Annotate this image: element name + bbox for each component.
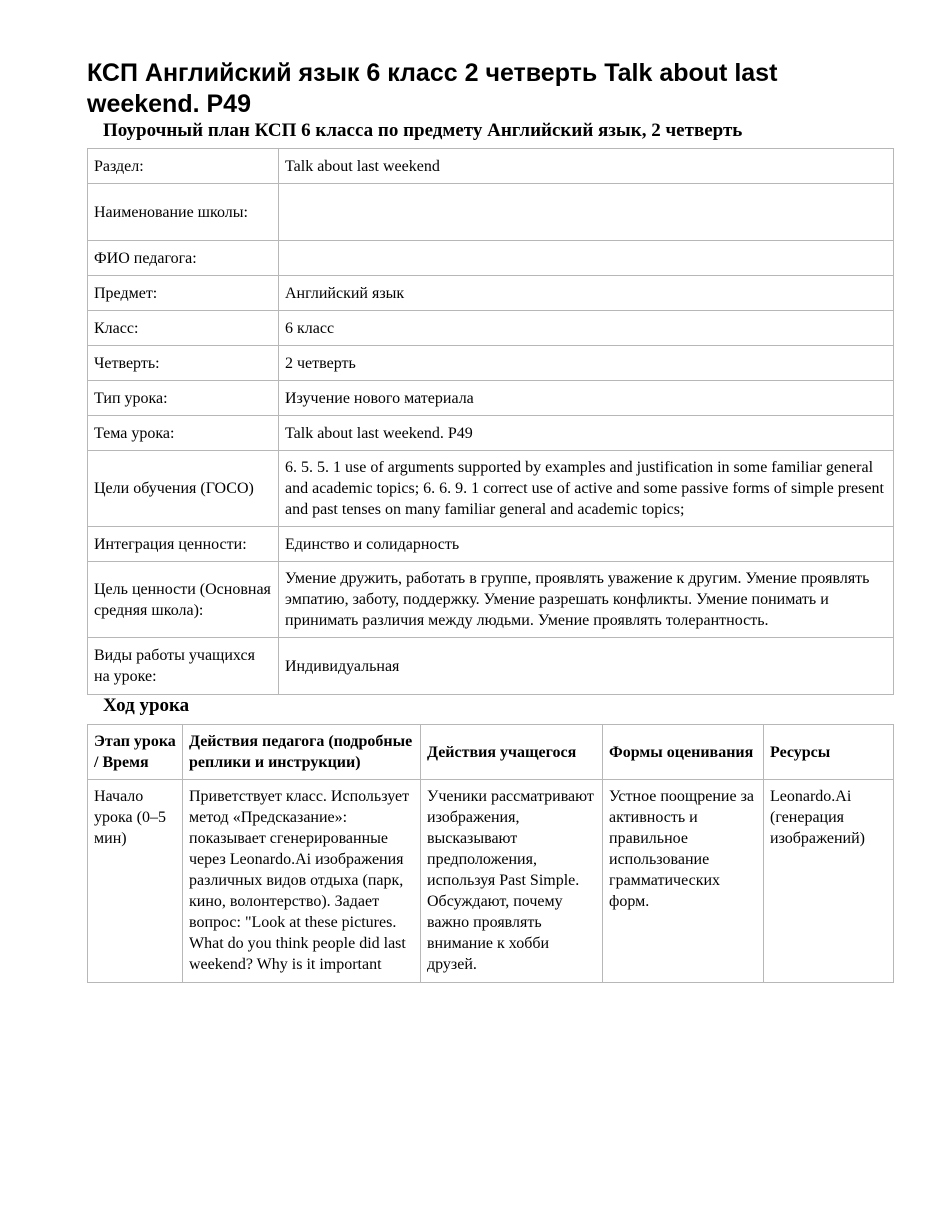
info-label-value-integration: Интеграция ценности: [88,527,279,562]
info-label-section: Раздел: [88,149,279,184]
column-header-assessment: Формы оценивания [603,725,764,780]
info-label-value-goal: Цель ценности (Основная средняя школа): [88,562,279,638]
info-value-quarter: 2 четверть [279,346,894,381]
table-row [88,416,894,451]
info-label-quarter: Четверть: [88,346,279,381]
table-row [88,241,894,276]
cell-resources: Leonardo.Ai (генерация изображений) [764,780,894,983]
table-row [88,562,894,638]
info-value-teacher [279,241,894,276]
table-row [88,381,894,416]
cell-student-actions: Ученики рассматривают изображения, высказывают предположения, используя Past Simple. Обсуждают, почему важно проявлять внимание к хобби друзей. [421,780,603,983]
table-header-row [88,725,894,780]
table-row [88,527,894,562]
info-value-subject: Английский язык [279,276,894,311]
info-value-section: Talk about last weekend [279,149,894,184]
document-page [87,58,893,983]
column-header-teacher-actions: Действия педагога (подробные реплики и инструкции) [183,725,421,780]
info-label-learning-goals: Цели обучения (ГОСО) [88,451,279,527]
table-row [88,184,894,241]
lesson-info-table [87,148,894,695]
info-label-subject: Предмет: [88,276,279,311]
table-row [88,276,894,311]
cell-teacher-actions: Приветствует класс. Использует метод «Предсказание»: показывает сгенерированные через Leonardo.Ai изображения различных видов отдыха (парк, кино, волонтерство). Задает вопрос: "Look at these pictures. What do you think people did last weekend? Why is it important [183,780,421,983]
info-label-work-types: Виды работы учащихся на уроке: [88,638,279,695]
table-row [88,638,894,695]
info-label-lesson-type: Тип урока: [88,381,279,416]
table-row [88,451,894,527]
cell-assessment: Устное поощрение за активность и правильное использование грамматических форм. [603,780,764,983]
table-row [88,149,894,184]
info-value-grade: 6 класс [279,311,894,346]
column-header-resources: Ресурсы [764,725,894,780]
plan-heading: Поурочный план КСП 6 класса по предмету Английский язык, 2 четверть [103,120,743,141]
info-value-value-goal: Умение дружить, работать в группе, проявлять уважение к другим. Умение проявлять эмпатию, заботу, поддержку. Умение разрешать конфликты. Умение понимать и принимать различия между людьми. Умение проявлять толерантность. [279,562,894,638]
document-title: КСП Английский язык 6 класс 2 четверть Talk about last weekend. P49 [87,59,778,118]
lesson-heading: Ход урока [103,695,190,716]
info-label-grade: Класс: [88,311,279,346]
table-row [88,346,894,381]
info-label-teacher: ФИО педагога: [88,241,279,276]
info-value-learning-goals: 6. 5. 5. 1 use of arguments supported by examples and justification in some familiar general and academic topics; 6. 6. 9. 1 correct use of active and some passive forms of simple present and past tenses on many familiar general and academic topics; [279,451,894,527]
lesson-flow-table [87,724,894,983]
cell-stage: Начало урока (0–5 мин) [88,780,183,983]
info-label-lesson-topic: Тема урока: [88,416,279,451]
column-header-stage: Этап урока / Время [88,725,183,780]
table-row [88,311,894,346]
info-value-school [279,184,894,241]
info-value-lesson-topic: Talk about last weekend. P49 [279,416,894,451]
info-value-value-integration: Единство и солидарность [279,527,894,562]
info-value-work-types: Индивидуальная [279,638,894,695]
column-header-student-actions: Действия учащегося [421,725,603,780]
info-value-lesson-type: Изучение нового материала [279,381,894,416]
table-row [88,780,894,983]
info-label-school: Наименование школы: [88,184,279,241]
